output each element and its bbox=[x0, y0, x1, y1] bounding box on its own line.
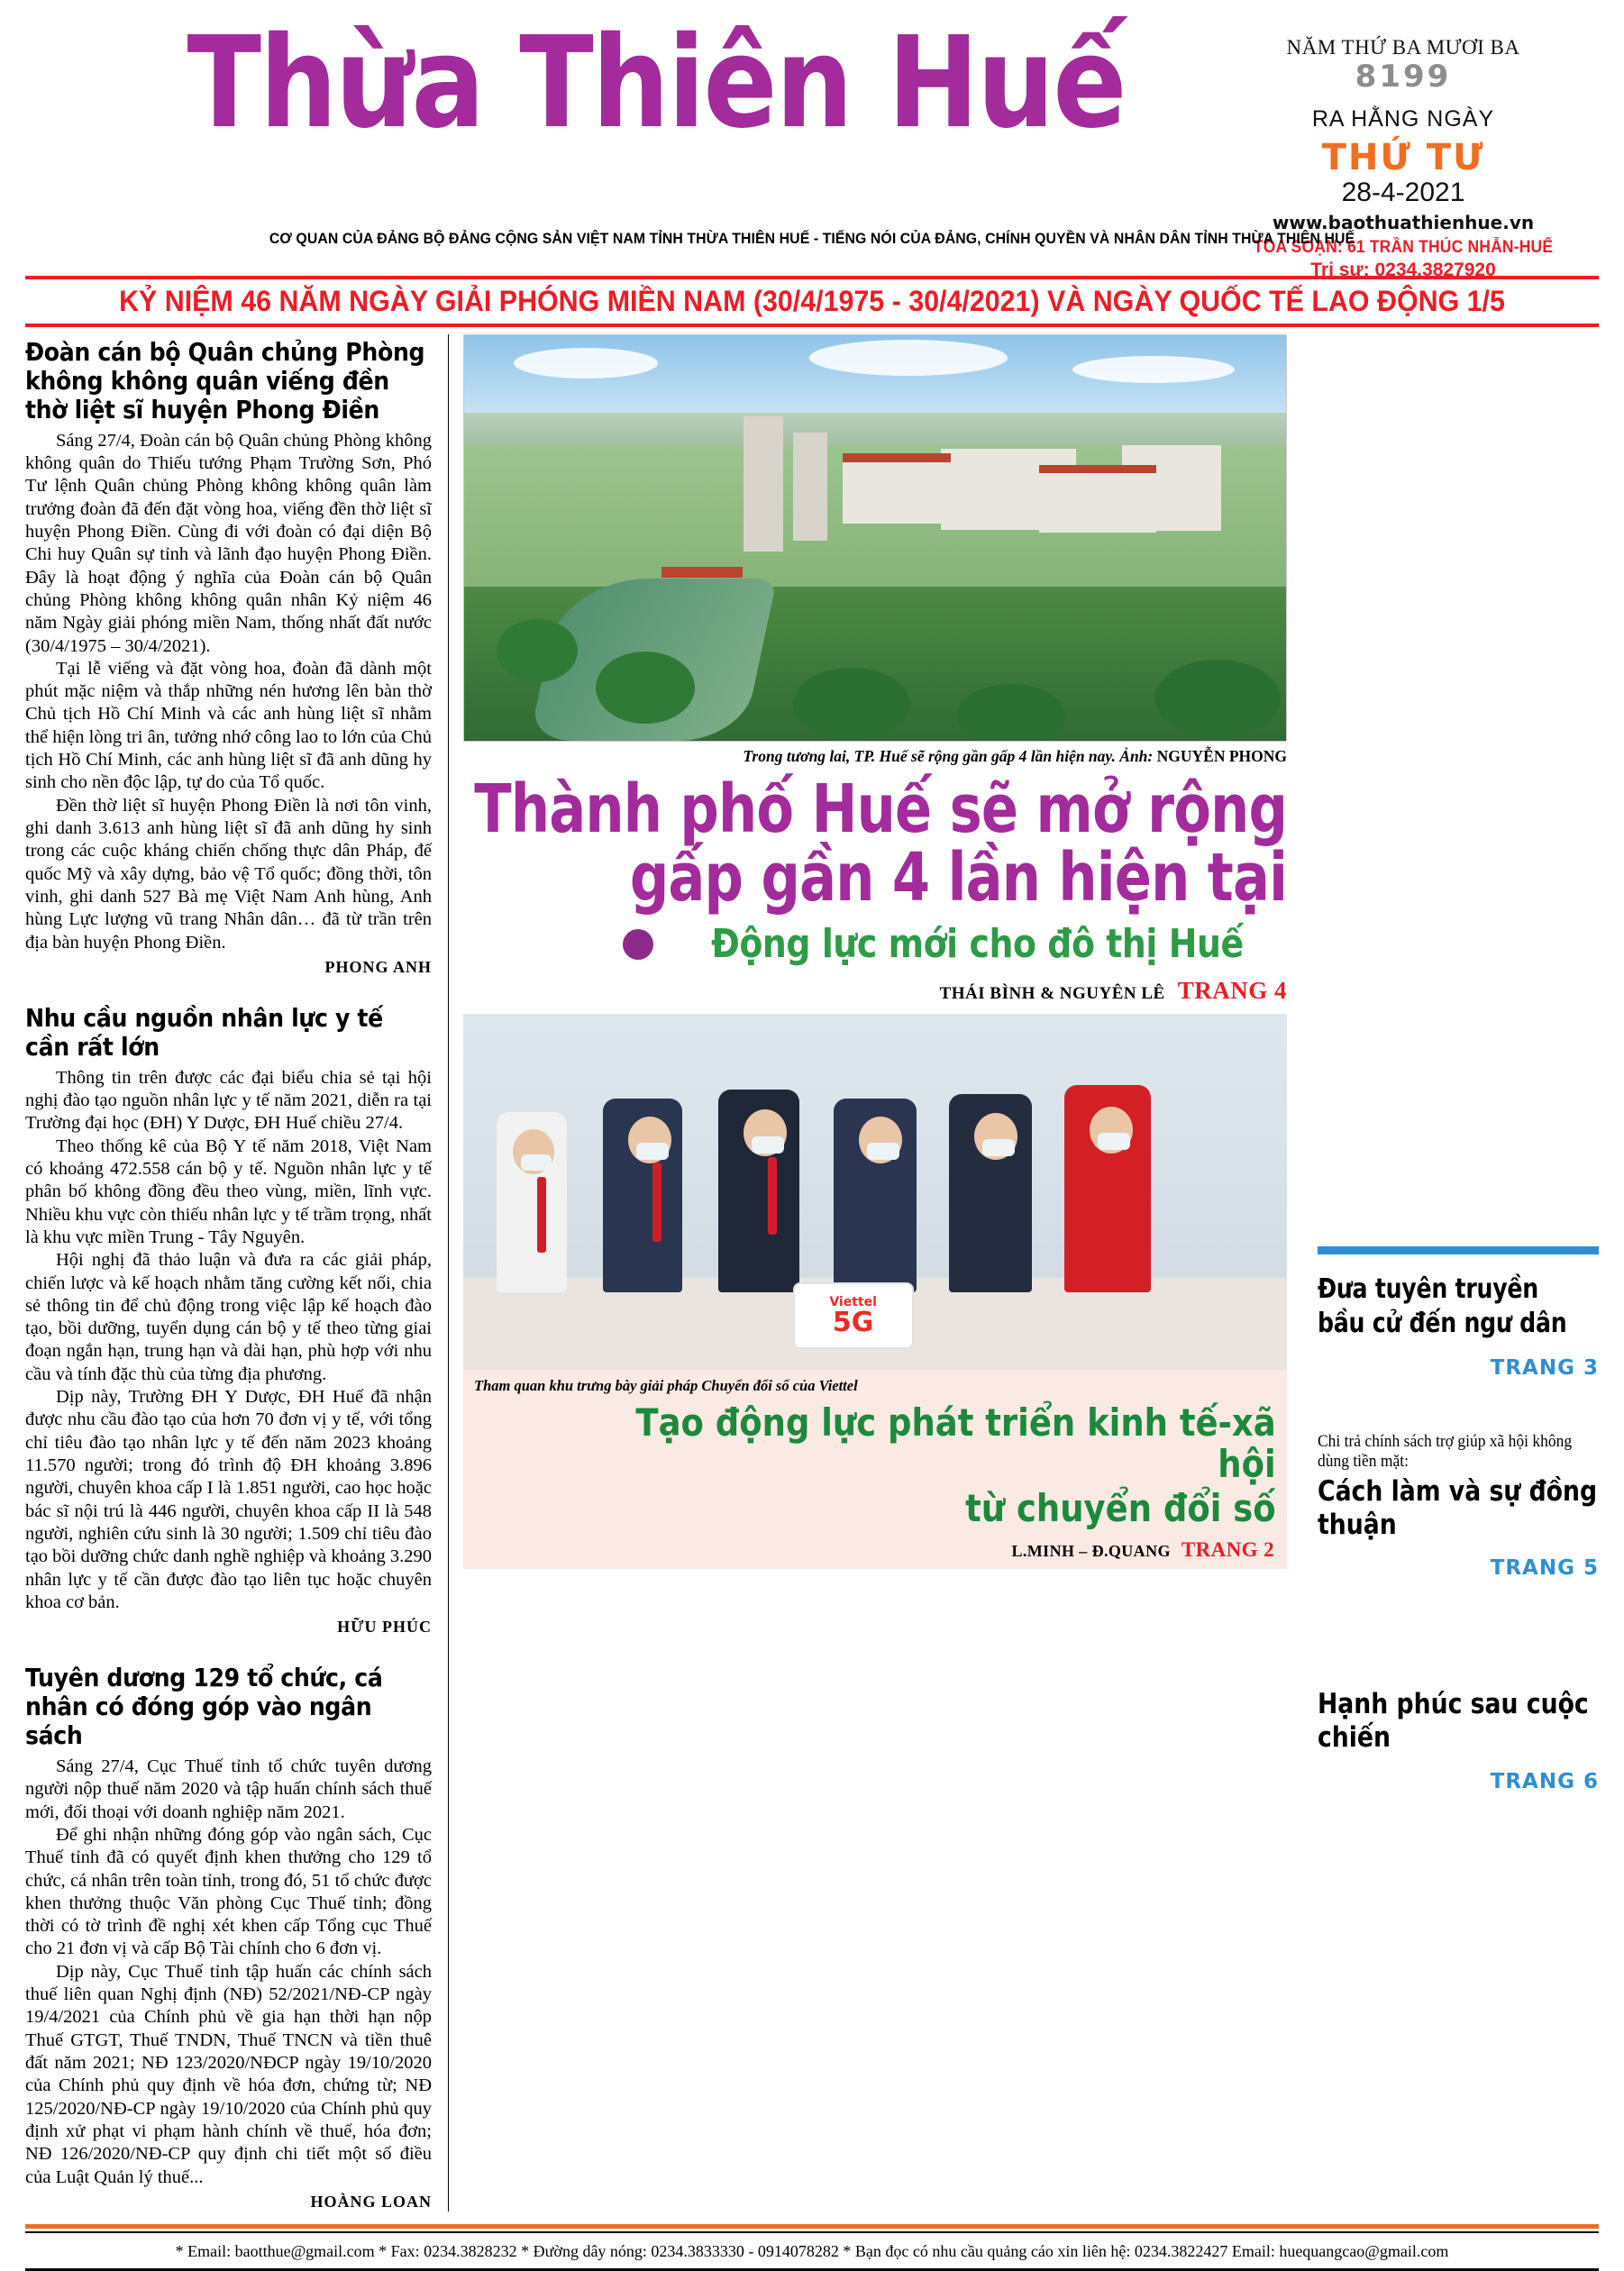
publication-weekday: THỨ TƯ bbox=[1321, 137, 1485, 178]
paragraph: Tại lễ viếng và đặt vòng hoa, đoàn đã dành một phút mặc niệm và thắp những nén hương lên bàn thờ Chủ tịch Hồ Chí Minh và các anh hùng liệt sĩ nhằm thể hiện lòng tri ân, tưởng nhớ công lao to lớn của Chủ tịch Hồ Chí Minh, các anh hùng liệt sĩ đã anh dũng hy sinh cho nền độc lập, tự do của Tổ quốc. bbox=[25, 658, 432, 793]
necktie bbox=[652, 1163, 661, 1242]
cloud-shape bbox=[514, 348, 658, 378]
tree bbox=[793, 668, 910, 740]
viettel-5g-sign bbox=[793, 1282, 914, 1349]
building bbox=[793, 433, 827, 541]
bottom-page-reference[interactable]: TRANG 2 bbox=[1181, 1537, 1274, 1561]
paragraph: Theo thống kê của Bộ Y tế năm 2018, Việt Nam có khoảng 472.558 cán bộ y tế. Nguồn nhân lực y tế phân bố không đồng đều theo vùng, miền, lĩnh vực. Nhiều khu vực còn thiếu nhân lực y tế trầm trọng, nhất là khu vực miền Trung - Tây Nguyên. bbox=[25, 1136, 432, 1247]
paragraph: Sáng 27/4, Cục Thuế tỉnh tổ chức tuyên dương người nộp thuế năm 2020 và tập huấn chính sách thuế mới, đối thoại với doanh nghiệp năm 2021. bbox=[25, 1756, 432, 1822]
caption-text: Trong tương lai, TP. Huế sẽ rộng gần gấp 4 lần hiện nay. Ảnh: bbox=[743, 747, 1154, 765]
footer-divider-orange bbox=[25, 2224, 1599, 2229]
paragraph: Hội nghị đã thảo luận và đưa ra các giải pháp, chiến lược và kế hoạch nhằm tăng cường kết nối, chia sẻ thông tin để chủ động trong việc lập kế hoạch đào tạo, bồi dưỡng, tuyển dụng cán bộ y tế theo từng giai đoạn ngắn hạn, trung hạn và dài hạn, phù hợp với nhu cầu và tính đặc thù của từng địa phương. bbox=[25, 1250, 432, 1384]
teaser-2-headline: Cách làm và sự đồng thuận bbox=[1318, 1474, 1598, 1541]
paragraph: Đền thờ liệt sĩ huyện Phong Điền là nơi tôn vinh, ghi danh 3.613 anh hùng liệt sĩ đã anh dũng hy sinh trong các cuộc kháng chiến chống thực dân Pháp, đế quốc Mỹ và xây dựng, bảo vệ Tổ quốc; đồng thời, tôn vinh, ghi danh 527 Bà mẹ Việt Nam Anh hùng, Anh hùng Lực lượng vũ trang Nhân dân… đã từ trần trên địa bàn huyện Phong Điền. bbox=[25, 795, 432, 953]
article-1-title[interactable]: Đoàn cán bộ Quân chủng Phòng không không quân viếng đền thờ liệt sĩ huyện Phong Điền bbox=[25, 337, 425, 424]
issue-number: 8199 bbox=[1355, 59, 1452, 95]
building bbox=[1122, 445, 1221, 531]
center-column bbox=[449, 334, 1301, 2212]
publication-date: 28-4-2021 bbox=[1341, 178, 1465, 207]
divider-red-bottom bbox=[25, 324, 1599, 327]
teaser-2-kicker: Chi trả chính sách trợ giúp xã hội không dùng tiền mặt: bbox=[1318, 1431, 1573, 1471]
footer-divider-bottom bbox=[25, 2268, 1599, 2271]
article-3-byline: HOÀNG LOAN bbox=[310, 2192, 432, 2211]
building bbox=[744, 416, 783, 552]
face-mask bbox=[521, 1154, 552, 1171]
paragraph: Dịp này, Trường ĐH Y Dược, ĐH Huế đã nhận được nhu cầu đào tạo của hơn 70 đơn vị y tế, với tổng chỉ tiêu đào tạo nhân lực y tế đến năm 2023 khoảng 11.570 người; trong đó trình độ ĐH khoảng 3.896 người, chuyên khoa cấp I là 1.851 người, cao học hoặc bác sĩ nội trú là 446 người, chuyên khoa cấp II là 548 người, nghiên cứu sinh là 30 người; 1.509 chỉ tiêu đào tạo bồi dưỡng chức danh nghề nghiệp và khoảng 3.290 nhân lực y tế cần được đào tạo liên tục hoặc chuyên khoa cơ bản. bbox=[25, 1387, 432, 1612]
article-2-byline: HỮU PHÚC bbox=[337, 1618, 432, 1637]
main-subhead-row bbox=[463, 921, 1287, 968]
spacer bbox=[1318, 1380, 1599, 1432]
article-3 bbox=[25, 1664, 432, 2212]
masthead bbox=[25, 0, 1599, 280]
necktie bbox=[537, 1177, 546, 1253]
teaser-2-page-reference[interactable]: TRANG 5 bbox=[1490, 1556, 1599, 1581]
footer-contact-line: * Email: baotthue@gmail.com * Fax: 0234.3828232 * Đường dây nóng: 0234.3833330 - 0914078282 * Bạn đọc có nhu cầu quảng cáo xin liên hệ: 0234.3822427 Email: huequangcao@gmail.com bbox=[175, 2241, 1449, 2260]
bottom-headline-line-1[interactable]: Tạo động lực phát triển kinh tế-xã hội bbox=[635, 1400, 1276, 1486]
publication-frequency: RA HẰNG NGÀY bbox=[1311, 106, 1495, 132]
main-credit-names: THÁI BÌNH & NGUYÊN LÊ bbox=[939, 984, 1165, 1004]
bullet-dot-icon bbox=[623, 929, 653, 960]
hero-photo-caption bbox=[463, 747, 1287, 766]
teaser-3-headline: Hạnh phúc sau cuộc chiến bbox=[1318, 1688, 1589, 1755]
spacer bbox=[25, 1637, 432, 1660]
bottom-photo-caption: Tham quan khu trưng bày giải pháp Chuyển đổi số của Viettel bbox=[474, 1377, 858, 1395]
sidebar-teaser-2[interactable] bbox=[1318, 1432, 1599, 1580]
website-url[interactable]: www.baothuathienhue.vn bbox=[1272, 212, 1535, 233]
main-subhead[interactable]: Động lực mới cho đô thị Huế bbox=[711, 921, 1244, 968]
caption-photographer: NGUYỄN PHONG bbox=[1153, 747, 1287, 765]
spacer bbox=[25, 977, 432, 1000]
article-1 bbox=[25, 338, 432, 977]
article-3-body bbox=[25, 1756, 432, 2189]
tree bbox=[1154, 660, 1281, 737]
spacer bbox=[1318, 1580, 1599, 1688]
bottom-headline-line-2[interactable]: từ chuyển đổi số bbox=[965, 1486, 1276, 1531]
main-headline-line-2[interactable]: gấp gần 4 lần hiện tại bbox=[629, 839, 1287, 917]
viettel-exhibition-photo bbox=[463, 1014, 1287, 1370]
face-mask bbox=[752, 1136, 784, 1154]
paragraph: Sáng 27/4, Đoàn cán bộ Quân chủng Phòng không không quân do Thiếu tướng Phạm Trường Sơn, Phó Tư lệnh Quân chủng Phòng không không quân làm trưởng đoàn đã đến đặt vòng hoa, viếng đền thờ liệt sĩ huyện Phong Điền. Cùng đi với đoàn có đại diện Bộ Chi huy Quân sự tỉnh và lãnh đạo huyện Phong Điền. Đây là hoạt động ý nghĩa của Đoàn cán bộ Quân chủng Phòng không không quân nhân Kỷ niệm 46 năm Ngày giải phóng miền Nam, thống nhất đất nước (30/4/1975 – 30/4/2021). bbox=[25, 430, 432, 656]
article-1-body bbox=[25, 430, 432, 954]
paragraph: Thông tin trên được các đại biểu chia sẻ tại hội nghị đào tạo nguồn nhân lực y tế năm 2021, diễn ra tại Trường đại học (ĐH) Y Dược, ĐH Huế chiều 27/4. bbox=[25, 1067, 432, 1134]
necktie bbox=[768, 1157, 777, 1235]
page-grid bbox=[25, 334, 1599, 2212]
bottom-feature bbox=[463, 1014, 1287, 1568]
face-mask bbox=[982, 1139, 1015, 1156]
paragraph: Để ghi nhận những đóng góp vào ngân sách, Cục Thuế tỉnh đã có quyết định khen thưởng cho 129 tổ chức, cá nhân trên toàn tỉnh, trong đó, 51 tổ chức được khen thưởng thuộc Văn phòng Cục Thuế tỉnh; đồng thời có tờ trình đề nghị xét khen cấp Tổng cục Thuế cho 21 đơn vị và cấp Bộ Tài chính cho 6 đơn vị. bbox=[25, 1824, 432, 1959]
tree bbox=[596, 652, 695, 724]
face-mask bbox=[867, 1143, 899, 1160]
left-column bbox=[25, 334, 449, 2212]
article-2-body bbox=[25, 1067, 432, 1615]
masthead-title: Thừa Thiên Huế bbox=[187, 10, 1126, 157]
tree bbox=[957, 684, 1065, 742]
bottom-credit-names: L.MINH – Đ.QUANG bbox=[1011, 1541, 1171, 1560]
face-mask bbox=[636, 1143, 669, 1160]
teaser-1-headline-line-2: bầu cử đến ngư dân bbox=[1318, 1308, 1567, 1340]
hero-photo-aerial-city bbox=[463, 334, 1287, 742]
sidebar-top-spacer bbox=[1318, 334, 1599, 1236]
building bbox=[843, 457, 951, 524]
teaser-1-page-reference[interactable]: TRANG 3 bbox=[1490, 1355, 1599, 1380]
paragraph: Dịp này, Cục Thuế tỉnh tập huấn các chính sách thuế liên quan Nghị định (NĐ) 52/2021/NĐ-CP ngày 19/4/2021 của Chính phủ về gia hạn thời hạn nộp Thuế GTGT, Thuế TNDN, Thuế TNCN và tiền thuê đất năm 2021; NĐ 123/2020/NĐCP ngày 19/10/2020 của Chính phủ quy định về hóa đơn, chứng từ; NĐ 125/2020/NĐ-CP ngày 19/10/2020 của Chính phủ quy định xử phạt vi phạm hành chính về thuế, hóa đơn; NĐ 126/2020/NĐ-CP quy định chi tiết một số điều của Luật Quản lý thuế... bbox=[25, 1961, 432, 2187]
right-sidebar bbox=[1301, 334, 1599, 2212]
sidebar-divider-blue bbox=[1318, 1246, 1599, 1254]
cloud-shape bbox=[1072, 356, 1235, 383]
sidebar-teaser-3[interactable] bbox=[1318, 1688, 1599, 1792]
main-headline-line-1[interactable]: Thành phố Huế sẽ mở rộng bbox=[474, 771, 1287, 848]
roof bbox=[1039, 465, 1156, 473]
main-page-reference[interactable]: TRANG 4 bbox=[1177, 977, 1287, 1005]
newspaper-logo bbox=[88, 10, 1224, 157]
sidebar-teaser-1[interactable] bbox=[1318, 1272, 1599, 1380]
tree bbox=[497, 619, 578, 682]
article-1-byline: PHONG ANH bbox=[324, 957, 432, 976]
roof bbox=[843, 453, 951, 462]
roof bbox=[661, 567, 743, 578]
face-mask bbox=[1098, 1133, 1130, 1150]
bottom-credit-row bbox=[463, 1529, 1287, 1569]
teaser-1-headline-line-1: Đưa tuyên truyền bbox=[1318, 1273, 1538, 1305]
teaser-3-page-reference[interactable]: TRANG 6 bbox=[1490, 1769, 1599, 1793]
main-credit-row bbox=[463, 977, 1287, 1005]
bottom-feature-panel bbox=[463, 1014, 1287, 1568]
article-2-title[interactable]: Nhu cầu nguồn nhân lực y tế cần rất lớn bbox=[25, 1002, 383, 1062]
viettel-logo-text: Viettel bbox=[829, 1294, 877, 1309]
publication-year-line: NĂM THỨ BA MƯƠI BA bbox=[1286, 36, 1520, 59]
viettel-5g-text: 5G bbox=[832, 1306, 874, 1338]
anniversary-banner: KỶ NIỆM 46 NĂM NGÀY GIẢI PHÓNG MIỀN NAM (30/4/1975 - 30/4/2021) VÀ NGÀY QUỐC TẾ LAO ĐỘNG 1/5 bbox=[119, 285, 1505, 317]
office-phone: Trị sự: 0234.3827920 bbox=[1310, 260, 1496, 280]
article-3-title[interactable]: Tuyên dương 129 tổ chức, cá nhân có đóng góp vào ngân sách bbox=[25, 1663, 383, 1751]
cloud-shape bbox=[809, 340, 1008, 376]
article-2 bbox=[25, 1004, 432, 1637]
office-address: TÒA SOẠN: 61 TRẦN THÚC NHẪN-HUẾ bbox=[1253, 238, 1554, 257]
masthead-subtitle: CƠ QUAN CỦA ĐẢNG BỘ ĐẢNG CỘNG SẢN VIỆT NAM TỈNH THỪA THIÊN HUẾ - TIẾNG NÓI CỦA ĐẢNG, CHÍNH QUYỀN VÀ NHÂN DÂN TỈNH THỪA THIÊN HUẾ bbox=[269, 230, 1355, 247]
